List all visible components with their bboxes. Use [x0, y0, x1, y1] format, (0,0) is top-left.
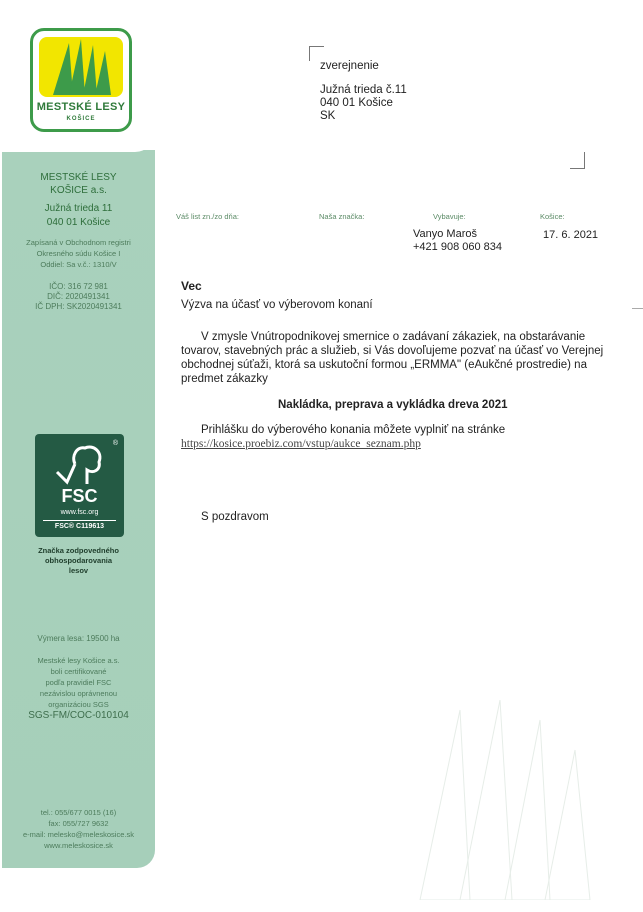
- recipient-city: 040 01 Košice: [320, 97, 393, 109]
- subject-text: Výzva na účasť vo výberovom konaní: [181, 299, 373, 311]
- contact-web: www.meleskosice.sk: [44, 841, 113, 850]
- logo-city: KOŠICE: [66, 116, 96, 122]
- tender-title: Nakládka, preprava a vykládka dreva 2021: [278, 399, 508, 411]
- fsc-url: www.fsc.org: [60, 509, 99, 516]
- recipient-street: Južná trieda č.11: [320, 84, 407, 96]
- address-corner-bottom-right: [570, 152, 585, 169]
- recipient-country: SK: [320, 110, 336, 122]
- paragraph-line: tovarov, stavebných prác a služieb, si Vás dovoľujeme pozvať na účasť vo Verejnej: [181, 345, 604, 357]
- company-icdph: IČ DPH: SK2020491341: [35, 302, 122, 311]
- letter-date: 17. 6. 2021: [543, 229, 599, 241]
- handler-name: Vanyo Maroš: [413, 228, 477, 240]
- contact-email: e-mail: melesko@meleskosice.sk: [23, 830, 134, 839]
- paragraph-line: predmet zákazky: [181, 373, 268, 385]
- contact-fax: fax: 055/727 9632: [48, 819, 109, 828]
- registry-line: Okresného súdu Košice I: [36, 249, 121, 258]
- your-ref-label: Váš list zn./zo dňa:: [176, 212, 239, 221]
- sidebar-logo-area: [2, 0, 155, 152]
- logo-emblem: [39, 37, 123, 97]
- place-label: Košice:: [540, 212, 565, 221]
- cert-line: Mestské lesy Košice a.s.: [37, 656, 120, 665]
- cert-line: organizáciou SGS: [48, 700, 109, 709]
- company-dic: DIČ: 2020491341: [47, 292, 110, 301]
- letterhead-sidebar: [2, 0, 155, 868]
- cert-line: nezávislou oprávnenou: [39, 689, 118, 698]
- closing-text: S pozdravom: [201, 511, 269, 523]
- paragraph-line: V zmysle Vnútropodnikovej smernice o zadávaní zákaziek, na obstarávanie: [201, 331, 586, 343]
- recipient-name: zverejnenie: [320, 60, 379, 72]
- watermark-trees-icon: [400, 700, 600, 900]
- cert-line: boli certifikované: [50, 667, 107, 676]
- logo-trees-icon: [39, 37, 123, 97]
- forest-area: Výmera lesa: 19500 ha: [37, 634, 120, 643]
- fsc-caption: lesov: [68, 566, 89, 575]
- our-ref-label: Naša značka:: [319, 212, 365, 221]
- address-corner-top-left: [309, 46, 324, 61]
- application-text: Prihlášku do výberového konania môžete vyplniť na stránke: [201, 424, 506, 436]
- handler-label: Vybavuje:: [433, 212, 466, 221]
- registered-icon: ®: [112, 440, 118, 447]
- company-city: 040 01 Košice: [46, 217, 111, 228]
- subject-label: Vec: [181, 279, 202, 293]
- cert-line: podľa pravidiel FSC: [45, 678, 112, 687]
- fsc-badge: [35, 434, 124, 537]
- logo-name: MESTSKÉ LESY: [36, 101, 126, 113]
- registry-line: Oddiel: Sa v.č.: 1310/V: [40, 260, 117, 269]
- fsc-code: FSC® C119613: [54, 523, 105, 530]
- cert-code: SGS-FM/COC-010104: [28, 710, 129, 721]
- fsc-tree-icon: [53, 442, 107, 486]
- registry-line: Zapísaná v Obchodnom registri: [26, 238, 131, 247]
- company-logo: [30, 28, 132, 132]
- contact-phone: tel.: 055/677 0015 (16): [40, 808, 117, 817]
- tender-link[interactable]: https://kosice.proebiz.com/vstup/aukce_seznam.php: [181, 438, 421, 450]
- fsc-caption: Značka zodpovedného: [38, 546, 119, 555]
- fold-mark: [632, 308, 643, 309]
- company-street: Južná trieda 11: [44, 203, 113, 214]
- fsc-name: FSC: [61, 486, 98, 506]
- fsc-caption: obhospodarovania: [44, 556, 113, 565]
- paragraph-line: obchodnej súťaži, ktorá sa uskutoční formou „ERMMA" (eAukčné prostredie) na: [181, 359, 587, 371]
- company-ico: IČO: 316 72 981: [49, 282, 108, 291]
- company-name-line1: MESTSKÉ LESY: [40, 172, 117, 183]
- handler-phone: +421 908 060 834: [413, 241, 503, 253]
- company-name-line2: KOŠICE a.s.: [50, 185, 107, 196]
